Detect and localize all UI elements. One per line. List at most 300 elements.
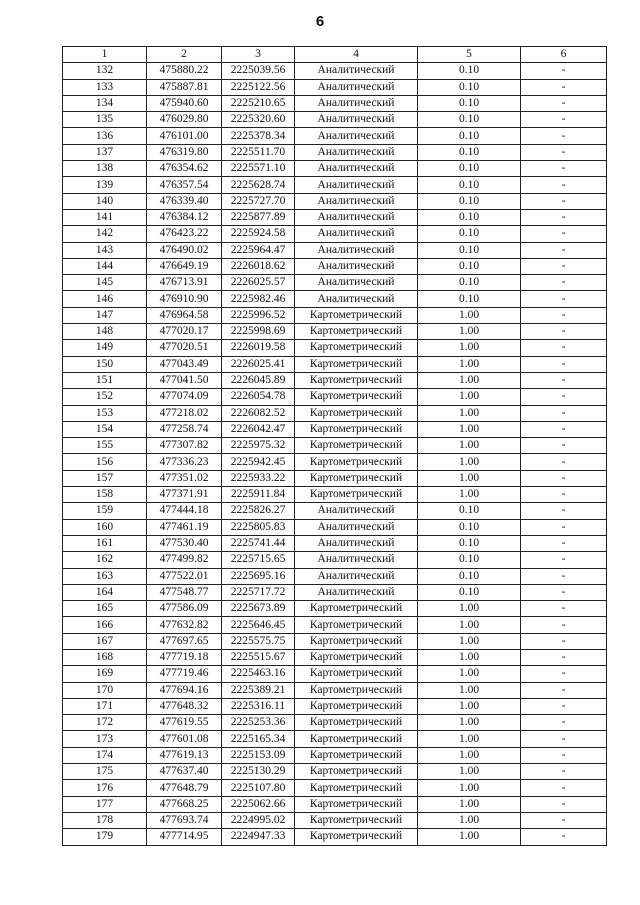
description-cell: -	[521, 340, 607, 356]
accuracy-cell: 1.00	[418, 405, 521, 421]
accuracy-cell: 0.10	[418, 95, 521, 111]
point-number-cell: 172	[63, 715, 147, 731]
x-coordinate-cell: 477697.65	[147, 633, 222, 649]
point-number-cell: 173	[63, 731, 147, 747]
description-cell: -	[521, 731, 607, 747]
description-cell: -	[521, 649, 607, 665]
point-number-cell: 175	[63, 764, 147, 780]
point-number-cell: 133	[63, 79, 147, 95]
table-row	[63, 372, 607, 388]
accuracy-cell: 1.00	[418, 307, 521, 323]
method-cell: Картометрический	[295, 715, 418, 731]
y-coordinate-cell: 2225320.60	[222, 112, 295, 128]
x-coordinate-cell: 477619.13	[147, 747, 222, 763]
point-number-cell: 148	[63, 324, 147, 340]
table-row	[63, 519, 607, 535]
description-cell: -	[521, 226, 607, 242]
method-cell: Аналитический	[295, 568, 418, 584]
y-coordinate-cell: 2225389.21	[222, 682, 295, 698]
table-row	[63, 535, 607, 551]
method-cell: Картометрический	[295, 438, 418, 454]
accuracy-cell: 1.00	[418, 487, 521, 503]
point-number-cell: 157	[63, 470, 147, 486]
point-number-cell: 150	[63, 356, 147, 372]
description-cell: -	[521, 356, 607, 372]
accuracy-cell: 1.00	[418, 389, 521, 405]
y-coordinate-cell: 2226018.62	[222, 258, 295, 274]
x-coordinate-cell: 475887.81	[147, 79, 222, 95]
method-cell: Картометрический	[295, 698, 418, 714]
y-coordinate-cell: 2226054.78	[222, 389, 295, 405]
column-header-description: 6	[521, 47, 607, 63]
x-coordinate-cell: 476354.62	[147, 161, 222, 177]
table-row	[63, 829, 607, 845]
table-row	[63, 617, 607, 633]
y-coordinate-cell: 2225130.29	[222, 764, 295, 780]
point-number-cell: 136	[63, 128, 147, 144]
description-cell: -	[521, 780, 607, 796]
point-number-cell: 171	[63, 698, 147, 714]
y-coordinate-cell: 2225741.44	[222, 535, 295, 551]
method-cell: Аналитический	[295, 503, 418, 519]
table-row	[63, 177, 607, 193]
point-number-cell: 161	[63, 535, 147, 551]
description-cell: -	[521, 372, 607, 388]
description-cell: -	[521, 666, 607, 682]
table-row	[63, 552, 607, 568]
description-cell: -	[521, 796, 607, 812]
x-coordinate-cell: 477307.82	[147, 438, 222, 454]
method-cell: Аналитический	[295, 552, 418, 568]
table-row	[63, 128, 607, 144]
y-coordinate-cell: 2225826.27	[222, 503, 295, 519]
y-coordinate-cell: 2225964.47	[222, 242, 295, 258]
y-coordinate-cell: 2226045.89	[222, 372, 295, 388]
method-cell: Аналитический	[295, 144, 418, 160]
coordinates-table	[62, 46, 607, 846]
x-coordinate-cell: 476423.22	[147, 226, 222, 242]
accuracy-cell: 1.00	[418, 812, 521, 828]
x-coordinate-cell: 477693.74	[147, 812, 222, 828]
method-cell: Аналитический	[295, 161, 418, 177]
accuracy-cell: 1.00	[418, 324, 521, 340]
accuracy-cell: 1.00	[418, 715, 521, 731]
accuracy-cell: 1.00	[418, 731, 521, 747]
y-coordinate-cell: 2226025.57	[222, 275, 295, 291]
table-row	[63, 307, 607, 323]
point-number-cell: 159	[63, 503, 147, 519]
method-cell: Аналитический	[295, 242, 418, 258]
method-cell: Аналитический	[295, 79, 418, 95]
accuracy-cell: 1.00	[418, 601, 521, 617]
y-coordinate-cell: 2226082.52	[222, 405, 295, 421]
table-row	[63, 258, 607, 274]
point-number-cell: 146	[63, 291, 147, 307]
accuracy-cell: 0.10	[418, 128, 521, 144]
point-number-cell: 167	[63, 633, 147, 649]
description-cell: -	[521, 568, 607, 584]
column-header-method: 4	[295, 47, 418, 63]
method-cell: Картометрический	[295, 780, 418, 796]
point-number-cell: 151	[63, 372, 147, 388]
table-row	[63, 584, 607, 600]
description-cell: -	[521, 258, 607, 274]
method-cell: Аналитический	[295, 209, 418, 225]
accuracy-cell: 1.00	[418, 438, 521, 454]
x-coordinate-cell: 476384.12	[147, 209, 222, 225]
x-coordinate-cell: 477714.95	[147, 829, 222, 845]
method-cell: Аналитический	[295, 193, 418, 209]
table-row	[63, 649, 607, 665]
method-cell: Картометрический	[295, 372, 418, 388]
accuracy-cell: 1.00	[418, 470, 521, 486]
description-cell: -	[521, 535, 607, 551]
table-row	[63, 454, 607, 470]
y-coordinate-cell: 2225571.10	[222, 161, 295, 177]
accuracy-cell: 0.10	[418, 242, 521, 258]
description-cell: -	[521, 275, 607, 291]
method-cell: Картометрический	[295, 356, 418, 372]
accuracy-cell: 1.00	[418, 780, 521, 796]
accuracy-cell: 0.10	[418, 79, 521, 95]
table-row	[63, 79, 607, 95]
accuracy-cell: 0.10	[418, 193, 521, 209]
description-cell: -	[521, 503, 607, 519]
x-coordinate-cell: 476029.80	[147, 112, 222, 128]
y-coordinate-cell: 2226019.58	[222, 340, 295, 356]
point-number-cell: 176	[63, 780, 147, 796]
y-coordinate-cell: 2225877.89	[222, 209, 295, 225]
method-cell: Картометрический	[295, 340, 418, 356]
y-coordinate-cell: 2225253.36	[222, 715, 295, 731]
point-number-cell: 158	[63, 487, 147, 503]
point-number-cell: 154	[63, 421, 147, 437]
y-coordinate-cell: 2225695.16	[222, 568, 295, 584]
accuracy-cell: 0.10	[418, 63, 521, 79]
accuracy-cell: 0.10	[418, 144, 521, 160]
description-cell: -	[521, 747, 607, 763]
table-row	[63, 633, 607, 649]
point-number-cell: 132	[63, 63, 147, 79]
point-number-cell: 135	[63, 112, 147, 128]
accuracy-cell: 0.10	[418, 177, 521, 193]
x-coordinate-cell: 476101.00	[147, 128, 222, 144]
x-coordinate-cell: 477218.02	[147, 405, 222, 421]
table-row	[63, 568, 607, 584]
table-row	[63, 275, 607, 291]
point-number-cell: 141	[63, 209, 147, 225]
method-cell: Картометрический	[295, 633, 418, 649]
table-row	[63, 112, 607, 128]
table-row	[63, 193, 607, 209]
description-cell: -	[521, 307, 607, 323]
method-cell: Картометрический	[295, 405, 418, 421]
accuracy-cell: 1.00	[418, 698, 521, 714]
description-cell: -	[521, 242, 607, 258]
accuracy-cell: 0.10	[418, 209, 521, 225]
description-cell: -	[521, 177, 607, 193]
y-coordinate-cell: 2225316.11	[222, 698, 295, 714]
point-number-cell: 155	[63, 438, 147, 454]
y-coordinate-cell: 2225805.83	[222, 519, 295, 535]
accuracy-cell: 0.10	[418, 258, 521, 274]
point-number-cell: 149	[63, 340, 147, 356]
table-row	[63, 503, 607, 519]
accuracy-cell: 1.00	[418, 829, 521, 845]
description-cell: -	[521, 519, 607, 535]
point-number-cell: 174	[63, 747, 147, 763]
y-coordinate-cell: 2224995.02	[222, 812, 295, 828]
method-cell: Картометрический	[295, 731, 418, 747]
x-coordinate-cell: 477668.25	[147, 796, 222, 812]
y-coordinate-cell: 2225062.66	[222, 796, 295, 812]
y-coordinate-cell: 2225942.45	[222, 454, 295, 470]
table-row	[63, 324, 607, 340]
point-number-cell: 164	[63, 584, 147, 600]
point-number-cell: 156	[63, 454, 147, 470]
x-coordinate-cell: 476713.91	[147, 275, 222, 291]
accuracy-cell: 0.10	[418, 552, 521, 568]
point-number-cell: 165	[63, 601, 147, 617]
point-number-cell: 168	[63, 649, 147, 665]
method-cell: Аналитический	[295, 291, 418, 307]
x-coordinate-cell: 476490.02	[147, 242, 222, 258]
method-cell: Картометрический	[295, 666, 418, 682]
table-row	[63, 63, 607, 79]
method-cell: Картометрический	[295, 324, 418, 340]
table-row	[63, 161, 607, 177]
description-cell: -	[521, 209, 607, 225]
table-row	[63, 356, 607, 372]
table-row	[63, 487, 607, 503]
point-number-cell: 170	[63, 682, 147, 698]
point-number-cell: 139	[63, 177, 147, 193]
table-body	[63, 63, 607, 845]
point-number-cell: 137	[63, 144, 147, 160]
y-coordinate-cell: 2225463.16	[222, 666, 295, 682]
description-cell: -	[521, 112, 607, 128]
point-number-cell: 177	[63, 796, 147, 812]
point-number-cell: 142	[63, 226, 147, 242]
point-number-cell: 163	[63, 568, 147, 584]
y-coordinate-cell: 2225210.65	[222, 95, 295, 111]
point-number-cell: 152	[63, 389, 147, 405]
method-cell: Картометрический	[295, 764, 418, 780]
table-row	[63, 340, 607, 356]
method-cell: Картометрический	[295, 649, 418, 665]
description-cell: -	[521, 438, 607, 454]
method-cell: Аналитический	[295, 584, 418, 600]
description-cell: -	[521, 421, 607, 437]
y-coordinate-cell: 2224947.33	[222, 829, 295, 845]
method-cell: Картометрический	[295, 454, 418, 470]
description-cell: -	[521, 95, 607, 111]
table-row	[63, 405, 607, 421]
y-coordinate-cell: 2225039.56	[222, 63, 295, 79]
table-row	[63, 438, 607, 454]
x-coordinate-cell: 477258.74	[147, 421, 222, 437]
point-number-cell: 147	[63, 307, 147, 323]
x-coordinate-cell: 477043.49	[147, 356, 222, 372]
column-header-point-number: 1	[63, 47, 147, 63]
description-cell: -	[521, 633, 607, 649]
accuracy-cell: 1.00	[418, 747, 521, 763]
y-coordinate-cell: 2225715.65	[222, 552, 295, 568]
method-cell: Аналитический	[295, 112, 418, 128]
y-coordinate-cell: 2225153.09	[222, 747, 295, 763]
accuracy-cell: 0.10	[418, 291, 521, 307]
table-header-row	[63, 47, 607, 63]
y-coordinate-cell: 2225717.72	[222, 584, 295, 600]
x-coordinate-cell: 477020.51	[147, 340, 222, 356]
x-coordinate-cell: 477351.02	[147, 470, 222, 486]
description-cell: -	[521, 63, 607, 79]
point-number-cell: 140	[63, 193, 147, 209]
point-number-cell: 138	[63, 161, 147, 177]
description-cell: -	[521, 193, 607, 209]
table-row	[63, 780, 607, 796]
column-header-accuracy: 5	[418, 47, 521, 63]
description-cell: -	[521, 79, 607, 95]
description-cell: -	[521, 487, 607, 503]
y-coordinate-cell: 2225575.75	[222, 633, 295, 649]
accuracy-cell: 1.00	[418, 764, 521, 780]
table-row	[63, 812, 607, 828]
method-cell: Картометрический	[295, 389, 418, 405]
table-row	[63, 242, 607, 258]
table-row	[63, 731, 607, 747]
table-row	[63, 682, 607, 698]
table-row	[63, 291, 607, 307]
y-coordinate-cell: 2225924.58	[222, 226, 295, 242]
x-coordinate-cell: 477648.79	[147, 780, 222, 796]
accuracy-cell: 0.10	[418, 519, 521, 535]
accuracy-cell: 1.00	[418, 617, 521, 633]
point-number-cell: 134	[63, 95, 147, 111]
description-cell: -	[521, 552, 607, 568]
x-coordinate-cell: 477694.16	[147, 682, 222, 698]
method-cell: Картометрический	[295, 829, 418, 845]
method-cell: Аналитический	[295, 95, 418, 111]
description-cell: -	[521, 470, 607, 486]
method-cell: Картометрический	[295, 796, 418, 812]
table-row	[63, 421, 607, 437]
x-coordinate-cell: 477522.01	[147, 568, 222, 584]
y-coordinate-cell: 2226042.47	[222, 421, 295, 437]
table-row	[63, 601, 607, 617]
method-cell: Картометрический	[295, 601, 418, 617]
accuracy-cell: 0.10	[418, 275, 521, 291]
y-coordinate-cell: 2225982.46	[222, 291, 295, 307]
point-number-cell: 166	[63, 617, 147, 633]
accuracy-cell: 1.00	[418, 649, 521, 665]
y-coordinate-cell: 2225996.52	[222, 307, 295, 323]
x-coordinate-cell: 477719.46	[147, 666, 222, 682]
x-coordinate-cell: 477444.18	[147, 503, 222, 519]
x-coordinate-cell: 477632.82	[147, 617, 222, 633]
point-number-cell: 179	[63, 829, 147, 845]
y-coordinate-cell: 2225515.67	[222, 649, 295, 665]
description-cell: -	[521, 405, 607, 421]
column-header-x: 2	[147, 47, 222, 63]
accuracy-cell: 1.00	[418, 682, 521, 698]
description-cell: -	[521, 715, 607, 731]
table-row	[63, 209, 607, 225]
accuracy-cell: 1.00	[418, 796, 521, 812]
method-cell: Картометрический	[295, 487, 418, 503]
y-coordinate-cell: 2225122.56	[222, 79, 295, 95]
description-cell: -	[521, 812, 607, 828]
description-cell: -	[521, 389, 607, 405]
table-row	[63, 747, 607, 763]
description-cell: -	[521, 291, 607, 307]
accuracy-cell: 0.10	[418, 226, 521, 242]
x-coordinate-cell: 476357.54	[147, 177, 222, 193]
y-coordinate-cell: 2225165.34	[222, 731, 295, 747]
accuracy-cell: 0.10	[418, 584, 521, 600]
x-coordinate-cell: 477719.18	[147, 649, 222, 665]
accuracy-cell: 1.00	[418, 356, 521, 372]
x-coordinate-cell: 477548.77	[147, 584, 222, 600]
method-cell: Аналитический	[295, 177, 418, 193]
point-number-cell: 169	[63, 666, 147, 682]
x-coordinate-cell: 476649.19	[147, 258, 222, 274]
x-coordinate-cell: 476339.40	[147, 193, 222, 209]
x-coordinate-cell: 475940.60	[147, 95, 222, 111]
y-coordinate-cell: 2225911.84	[222, 487, 295, 503]
description-cell: -	[521, 584, 607, 600]
description-cell: -	[521, 161, 607, 177]
method-cell: Картометрический	[295, 747, 418, 763]
point-number-cell: 162	[63, 552, 147, 568]
accuracy-cell: 1.00	[418, 372, 521, 388]
method-cell: Картометрический	[295, 617, 418, 633]
table-row	[63, 470, 607, 486]
x-coordinate-cell: 477074.09	[147, 389, 222, 405]
x-coordinate-cell: 477020.17	[147, 324, 222, 340]
y-coordinate-cell: 2225511.70	[222, 144, 295, 160]
accuracy-cell: 0.10	[418, 535, 521, 551]
description-cell: -	[521, 617, 607, 633]
y-coordinate-cell: 2225107.80	[222, 780, 295, 796]
method-cell: Аналитический	[295, 63, 418, 79]
x-coordinate-cell: 476319.80	[147, 144, 222, 160]
point-number-cell: 144	[63, 258, 147, 274]
y-coordinate-cell: 2225378.34	[222, 128, 295, 144]
description-cell: -	[521, 601, 607, 617]
description-cell: -	[521, 682, 607, 698]
x-coordinate-cell: 475880.22	[147, 63, 222, 79]
column-header-y: 3	[222, 47, 295, 63]
x-coordinate-cell: 477637.40	[147, 764, 222, 780]
y-coordinate-cell: 2225975.32	[222, 438, 295, 454]
description-cell: -	[521, 698, 607, 714]
method-cell: Картометрический	[295, 812, 418, 828]
table-row	[63, 226, 607, 242]
description-cell: -	[521, 764, 607, 780]
y-coordinate-cell: 2226025.41	[222, 356, 295, 372]
method-cell: Аналитический	[295, 275, 418, 291]
x-coordinate-cell: 477619.55	[147, 715, 222, 731]
point-number-cell: 160	[63, 519, 147, 535]
method-cell: Аналитический	[295, 535, 418, 551]
y-coordinate-cell: 2225998.69	[222, 324, 295, 340]
method-cell: Картометрический	[295, 470, 418, 486]
accuracy-cell: 1.00	[418, 666, 521, 682]
x-coordinate-cell: 477041.50	[147, 372, 222, 388]
method-cell: Аналитический	[295, 258, 418, 274]
x-coordinate-cell: 477648.32	[147, 698, 222, 714]
